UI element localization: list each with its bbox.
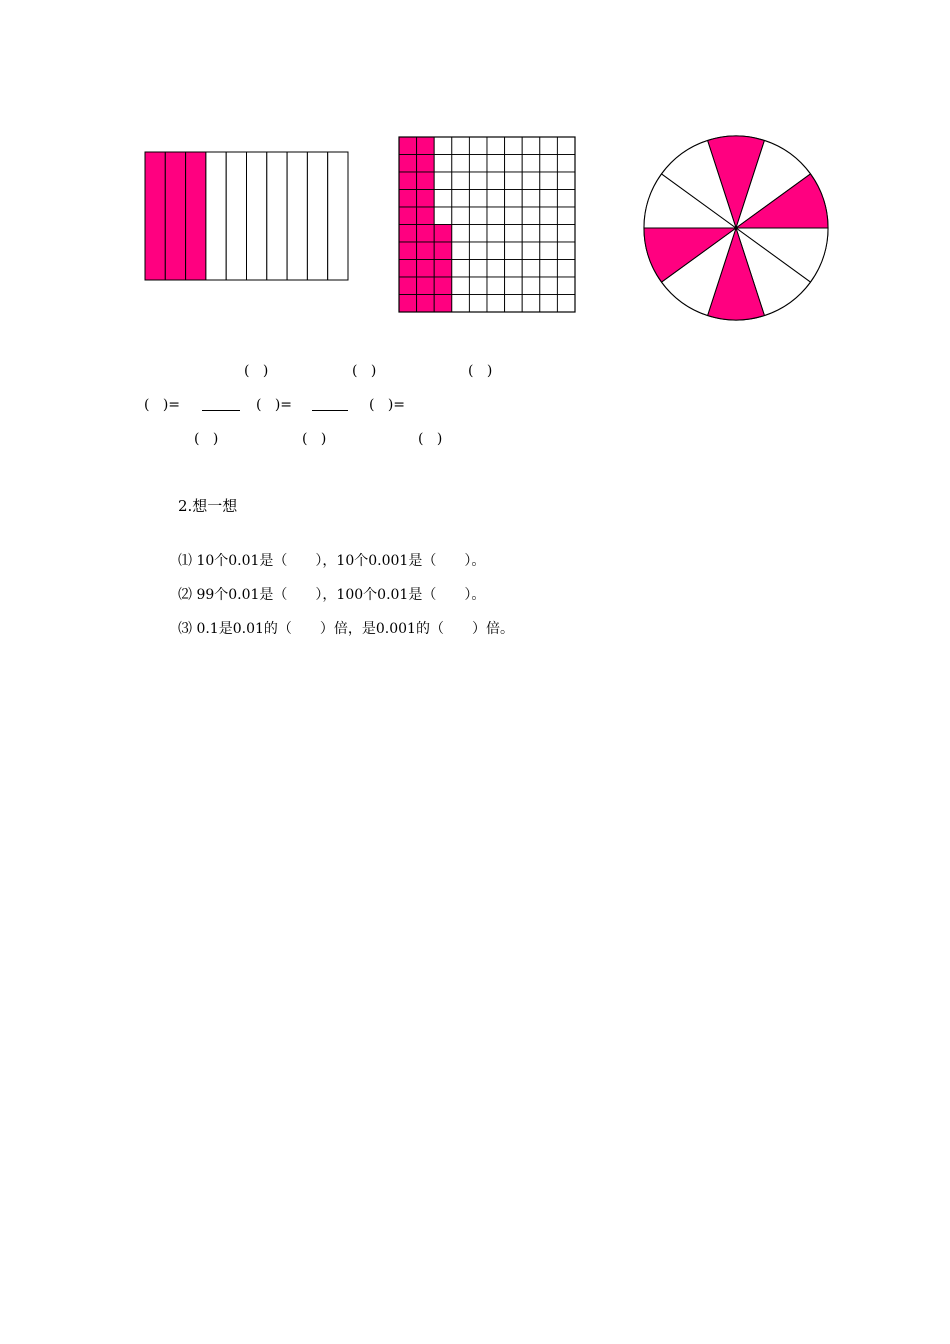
grid-cell: [399, 225, 417, 243]
grid-cell: [505, 137, 523, 155]
strip-part: [165, 152, 185, 280]
strip-part: [247, 152, 267, 280]
grid-cell: [452, 260, 470, 278]
strip-part: [287, 152, 307, 280]
grid-cell: [505, 277, 523, 295]
grid-cell: [522, 172, 540, 190]
grid-cell: [487, 295, 505, 313]
grid-cell: [399, 207, 417, 225]
grid-cell: [434, 277, 452, 295]
grid-cell: [417, 242, 435, 260]
grid-cell: [399, 260, 417, 278]
strip-part: [267, 152, 287, 280]
grid-cell: [522, 242, 540, 260]
grid-cell: [505, 172, 523, 190]
grid-cell: [505, 295, 523, 313]
grid-cell: [434, 260, 452, 278]
answer-blank-2[interactable]: [312, 410, 348, 411]
grid-cell: [557, 155, 575, 173]
grid-cell: [557, 242, 575, 260]
fraction-top-1: ( ): [244, 363, 269, 379]
grid-cell: [540, 242, 558, 260]
grid-cell: [417, 207, 435, 225]
grid-cell: [469, 207, 487, 225]
hundred-grid-figure: [398, 136, 578, 314]
grid-cell: [522, 277, 540, 295]
grid-cell: [452, 295, 470, 313]
grid-cell: [522, 225, 540, 243]
grid-cell: [434, 137, 452, 155]
grid-cell: [399, 277, 417, 295]
grid-cell: [557, 277, 575, 295]
grid-cell: [469, 190, 487, 208]
fraction-bottom-3: ( ): [418, 431, 443, 447]
grid-cell: [522, 295, 540, 313]
grid-cell: [399, 190, 417, 208]
fraction-top-3: ( ): [468, 363, 493, 379]
grid-cell: [417, 190, 435, 208]
grid-cell: [417, 225, 435, 243]
grid-cell: [469, 172, 487, 190]
grid-cell: [417, 277, 435, 295]
grid-cell: [540, 190, 558, 208]
grid-cell: [434, 172, 452, 190]
grid-cell: [522, 190, 540, 208]
strip-part: [226, 152, 246, 280]
grid-cell: [557, 137, 575, 155]
grid-cell: [434, 295, 452, 313]
grid-cell: [540, 225, 558, 243]
grid-cell: [452, 242, 470, 260]
grid-cell: [540, 137, 558, 155]
grid-cell: [399, 295, 417, 313]
grid-cell: [452, 190, 470, 208]
section2-title: 2.想一想: [178, 497, 238, 515]
grid-cell: [417, 155, 435, 173]
strip-part: [186, 152, 206, 280]
grid-cell: [557, 260, 575, 278]
fraction-mid-2: ( )=: [256, 397, 293, 413]
grid-cell: [469, 225, 487, 243]
strip-part: [328, 152, 348, 280]
grid-cell: [522, 155, 540, 173]
grid-cell: [505, 242, 523, 260]
grid-cell: [434, 207, 452, 225]
grid-cell: [487, 137, 505, 155]
grid-cell: [469, 137, 487, 155]
grid-cell: [434, 242, 452, 260]
grid-cell: [557, 207, 575, 225]
grid-cell: [540, 207, 558, 225]
grid-cell: [522, 137, 540, 155]
grid-cell: [452, 172, 470, 190]
grid-cell: [469, 260, 487, 278]
grid-cell: [540, 277, 558, 295]
grid-cell: [557, 172, 575, 190]
grid-cell: [487, 172, 505, 190]
grid-cell: [434, 155, 452, 173]
strip-part: [206, 152, 226, 280]
grid-cell: [487, 225, 505, 243]
grid-cell: [417, 172, 435, 190]
fraction-mid-3: ( )=: [369, 397, 406, 413]
grid-cell: [540, 260, 558, 278]
grid-cell: [417, 295, 435, 313]
grid-cell: [487, 277, 505, 295]
grid-cell: [399, 242, 417, 260]
grid-cell: [487, 190, 505, 208]
grid-cell: [557, 225, 575, 243]
grid-cell: [487, 207, 505, 225]
grid-cell: [540, 155, 558, 173]
grid-cell: [399, 155, 417, 173]
grid-cell: [505, 260, 523, 278]
grid-cell: [505, 155, 523, 173]
question-2: ⑵ 99个0.01是（ ），100个0.01是（ ）。: [178, 587, 486, 603]
fraction-mid-1: ( )=: [144, 397, 181, 413]
question-1: ⑴ 10个0.01是（ ），10个0.001是（ ）。: [178, 553, 486, 569]
grid-cell: [505, 190, 523, 208]
grid-cell: [417, 260, 435, 278]
grid-cell: [540, 172, 558, 190]
fraction-bottom-2: ( ): [302, 431, 327, 447]
grid-cell: [487, 155, 505, 173]
grid-cell: [487, 242, 505, 260]
grid-cell: [469, 295, 487, 313]
strip-part: [145, 152, 165, 280]
grid-cell: [434, 225, 452, 243]
grid-cell: [469, 155, 487, 173]
grid-cell: [540, 295, 558, 313]
fraction-top-2: ( ): [352, 363, 377, 379]
grid-cell: [417, 137, 435, 155]
grid-cell: [452, 207, 470, 225]
grid-cell: [452, 277, 470, 295]
grid-cell: [452, 137, 470, 155]
strip-part: [307, 152, 327, 280]
grid-cell: [469, 277, 487, 295]
fraction-bottom-1: ( ): [194, 431, 219, 447]
grid-cell: [522, 260, 540, 278]
grid-cell: [434, 190, 452, 208]
grid-cell: [487, 260, 505, 278]
grid-cell: [452, 155, 470, 173]
question-3: ⑶ 0.1是0.01的（ ）倍，是0.001的（ ）倍。: [178, 621, 514, 637]
grid-cell: [557, 190, 575, 208]
grid-cell: [469, 242, 487, 260]
grid-cell: [399, 137, 417, 155]
grid-cell: [505, 207, 523, 225]
grid-cell: [505, 225, 523, 243]
answer-blank-1[interactable]: [202, 410, 240, 411]
grid-cell: [452, 225, 470, 243]
strip-figure: [144, 150, 350, 282]
grid-cell: [557, 295, 575, 313]
grid-cell: [399, 172, 417, 190]
circle-figure: [640, 130, 832, 322]
grid-cell: [522, 207, 540, 225]
